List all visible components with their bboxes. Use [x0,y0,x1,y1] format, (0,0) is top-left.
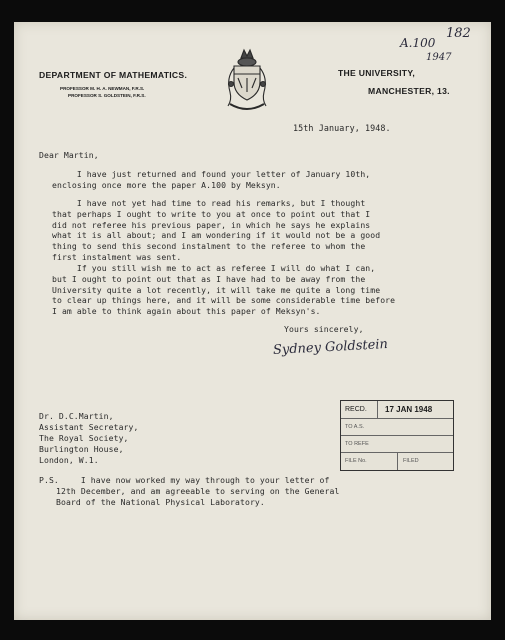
handwritten-reference: A.100 [400,36,436,50]
professor-newman: PROFESSOR M. H. A. NEWMAN, F.R.S. [60,86,145,91]
postscript-text: I have now worked my way through to your letter of 12th December, and am agreeable to serving on the General Board of the National Physical Laboratory. [56,475,340,507]
handwritten-folio-number: 182 [446,26,471,41]
salutation: Dear Martin, [39,150,99,160]
address-line: The Royal Society, [39,433,129,443]
received-stamp [340,400,454,471]
stamp-to-as: TO A.S. [345,424,365,430]
department-name: DEPARTMENT OF MATHEMATICS. [39,70,188,80]
letter-date: 15th January, 1948. [293,123,391,133]
paragraph-2: I have not yet had time to read his remarks, but I thought that perhaps I ought to write to you at once to point out that I did not referee his previous paper, in which he says he explains what it is all about; and I am wondering if it would not be a good thing to send this second instalment to the referee to whom the first instalment was sent. [52,198,381,262]
paragraph-1: I have just returned and found your letter of January 10th, enclosing once more the paper A.100 by Meksyn. [52,169,371,190]
letter-page [14,22,491,620]
stamp-file-number: FILE No. [345,458,367,464]
ps-label: P.S. [39,475,59,485]
address-line: Burlington House, [39,444,124,454]
stamp-recd-label: RECD. [345,406,367,413]
address-line: London, W.1. [39,455,99,465]
university-name: THE UNIVERSITY, [338,68,416,78]
closing: Yours sincerely, [284,324,364,334]
stamp-received-date: 17 JAN 1948 [385,405,433,414]
professor-goldstein: PROFESSOR S. GOLDSTEIN, F.R.S. [68,93,146,98]
paragraph-3: If you still wish me to act as referee I will do what I can, but I ought to point out that as I have had to be away from the University quite a lot recently, it will take me quite a long time to clear up things here, and it will be some considerable time before I am able to think again about this paper of Meksyn's. [52,263,396,317]
stamp-to-referee: TO REFE [345,441,369,447]
signature: Sydney Goldstein [272,337,389,358]
address-line: Dr. D.C.Martin, [39,411,114,421]
university-city: MANCHESTER, 13. [368,86,450,96]
university-crest-icon [222,44,272,116]
stamp-filed: FILED [403,458,419,464]
handwritten-year: 1947 [426,52,452,63]
address-line: Assistant Secretary, [39,422,139,432]
